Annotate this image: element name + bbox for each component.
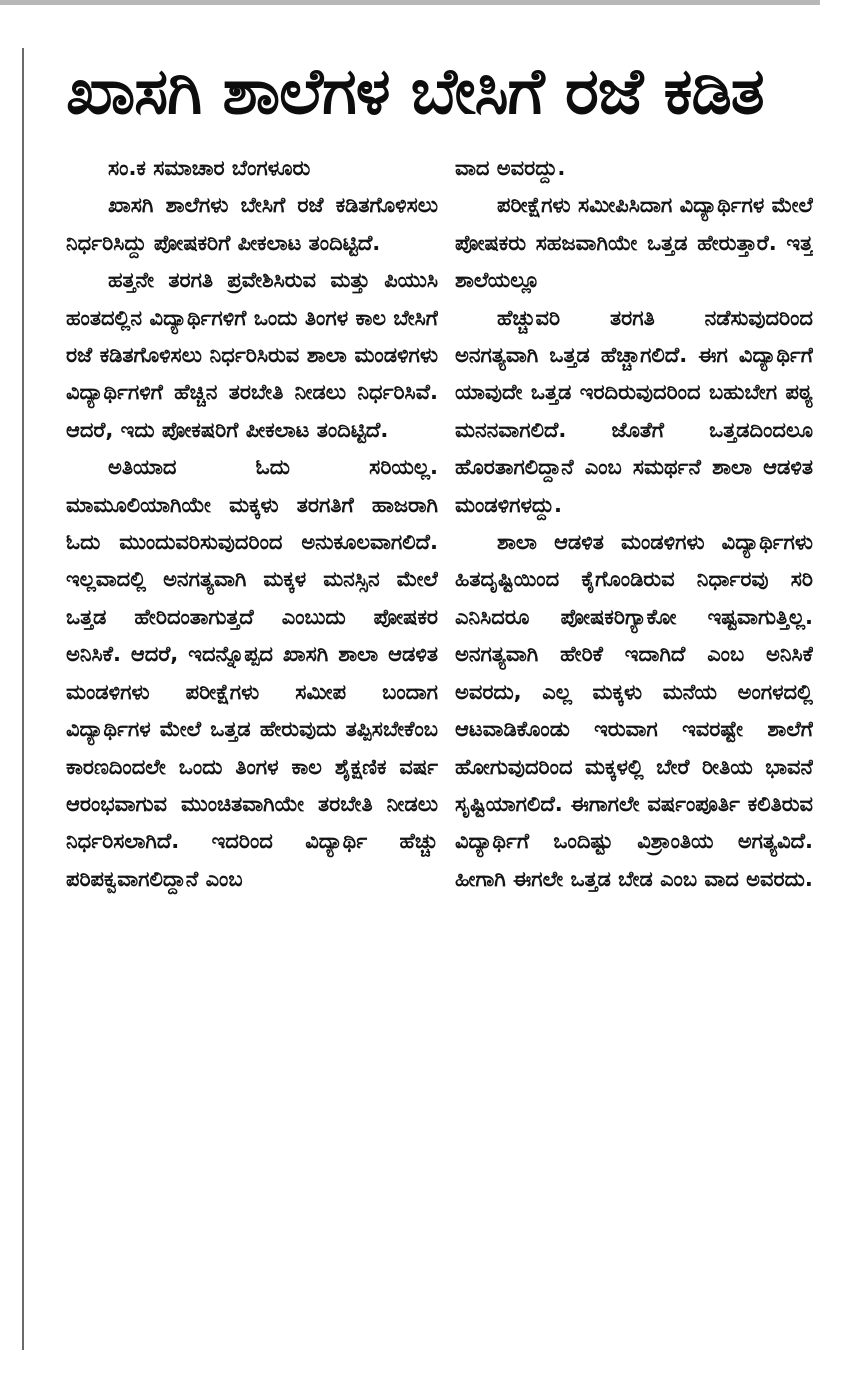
article-column-2 [455, 150, 813, 1350]
article-paragraph: ಅತಿಯಾದ ಓದು ಸರಿಯಲ್ಲ. ಮಾಮೂಲಿಯಾಗಿಯೇ ಮಕ್ಕಳು ತರಗತಿಗೆ ಹಾಜರಾಗಿ ಓದು ಮುಂದುವರಿಸುವುದರಿಂದ ಅನುಕೂಲವಾಗಲಿದೆ. ಇಲ್ಲವಾದಲ್ಲಿ ಅನಗತ್ಯವಾಗಿ ಮಕ್ಕಳ ಮನಸ್ಸಿನ ಮೇಲೆ ಒತ್ತಡ ಹೇರಿದಂತಾಗುತ್ತದೆ ಎಂಬುದು ಪೋಷಕರ ಅನಿಸಿಕೆ. ಆದರೆ, ಇದನ್ನೊಪ್ಪದ ಖಾಸಗಿ ಶಾಲಾ ಆಡಳಿತ ಮಂಡಳಿಗಳು ಪರೀಕ್ಷೆಗಳು ಸಮೀಪ ಬಂದಾಗ ವಿದ್ಯಾರ್ಥಿಗಳ ಮೇಲೆ ಒತ್ತಡ ಹೇರುವುದು ತಪ್ಪಿಸಬೇಕೆಂಬ ಕಾರಣದಿಂದಲೇ ಒಂದು ತಿಂಗಳ ಕಾಲ ಶೈಕ್ಷಣಿಕ ವರ್ಷ ಆರಂಭವಾಗುವ ಮುಂಚಿತವಾಗಿಯೇ ತರಬೇತಿ ನೀಡಲು ನಿರ್ಧರಿಸಲಾಗಿದೆ. ಇದರಿಂದ ವಿದ್ಯಾರ್ಥಿ ಹೆಚ್ಚು ಪರಿಪಕ್ವವಾಗಲಿದ್ದಾನೆ ಎಂಬ [66, 455, 438, 891]
article-paragraph: ಪರೀಕ್ಷೆಗಳು ಸಮೀಪಿಸಿದಾಗ ವಿದ್ಯಾರ್ಥಿಗಳ ಮೇಲೆ ಪೋಷಕರು ಸಹಜವಾಗಿಯೇ ಒತ್ತಡ ಹೇರುತ್ತಾರೆ. ಇತ್ತ ಶಾಲೆಯಲ್ಲೂ [455, 193, 813, 293]
article-paragraph: ಶಾಲಾ ಆಡಳಿತ ಮಂಡಳಿಗಳು ವಿದ್ಯಾರ್ಥಿಗಳು ಹಿತದೃಷ್ಟಿಯಿಂದ ಕೈಗೊಂಡಿರುವ ನಿರ್ಧಾರವು ಸರಿ ಎನಿಸಿದರೂ ಪೋಷಕರಿಗ್ಯಾಕೋ ಇಷ್ಟವಾಗುತ್ತಿಲ್ಲ. ಅನಗತ್ಯವಾಗಿ ಹೇರಿಕೆ ಇದಾಗಿದೆ ಎಂಬ ಅನಿಸಿಕೆ ಅವರದು, ಎಲ್ಲ ಮಕ್ಕಳು ಮನೆಯ ಅಂಗಳದಲ್ಲಿ ಆಟವಾಡಿಕೊಂಡು ಇರುವಾಗ ಇವರಷ್ಟೇ ಶಾಲೆಗೆ ಹೋಗುವುದರಿಂದ ಮಕ್ಕಳಲ್ಲಿ ಬೇರೆ ರೀತಿಯ ಭಾವನೆ ಸೃಷ್ಟಿಯಾಗಲಿದೆ. ಈಗಾಗಲೇ ವರ್ಷಂಪೂರ್ತಿ ಕಲಿತಿರುವ ವಿದ್ಯಾರ್ಥಿಗೆ ಒಂದಿಷ್ಟು ವಿಶ್ರಾಂತಿಯ ಅಗತ್ಯವಿದೆ. ಹೀಗಾಗಿ ಈಗಲೇ ಒತ್ತಡ ಬೇಡ ಎಂಬ ವಾದ ಅವರದು. [455, 530, 813, 891]
article-headline: ಖಾಸಗಿ ಶಾಲೆಗಳ ಬೇಸಿಗೆ ರಜೆ ಕಡಿತ [66, 55, 764, 129]
article-paragraph: ಹೆಚ್ಚುವರಿ ತರಗತಿ ನಡೆಸುವುದರಿಂದ ಅನಗತ್ಯವಾಗಿ ಒತ್ತಡ ಹೆಚ್ಚಾಗಲಿದೆ. ಈಗ ವಿದ್ಯಾರ್ಥಿಗೆ ಯಾವುದೇ ಒತ್ತಡ ಇರದಿರುವುದರಿಂದ ಬಹುಬೇಗ ಪಠ್ಯ ಮನನವಾಗಲಿದೆ. ಜೊತೆಗೆ ಒತ್ತಡದಿಂದಲೂ ಹೊರತಾಗಲಿದ್ದಾನೆ ಎಂಬ ಸಮರ್ಥನೆ ಶಾಲಾ ಆಡಳಿತ ಮಂಡಳಿಗಳದ್ದು. [455, 305, 813, 517]
article-paragraph: ಖಾಸಗಿ ಶಾಲೆಗಳು ಬೇಸಿಗೆ ರಜೆ ಕಡಿತಗೊಳಿಸಲು ನಿರ್ಧರಿಸಿದ್ದು ಪೋಷಕರಿಗೆ ಪೀಕಲಾಟ ತಂದಿಟ್ಟಿದೆ. [66, 193, 438, 255]
article-paragraph: ಹತ್ತನೇ ತರಗತಿ ಪ್ರವೇಶಿಸಿರುವ ಮತ್ತು ಪಿಯುಸಿ ಹಂತದಲ್ಲಿನ ವಿದ್ಯಾರ್ಥಿಗಳಿಗೆ ಒಂದು ತಿಂಗಳ ಕಾಲ ಬೇಸಿಗೆ ರಜೆ ಕಡಿತಗೊಳಿಸಲು ನಿರ್ಧರಿಸಿರುವ ಶಾಲಾ ಮಂಡಳಿಗಳು ವಿದ್ಯಾರ್ಥಿಗಳಿಗೆ ಹೆಚ್ಚಿನ ತರಬೇತಿ ನೀಡಲು ನಿರ್ಧರಿಸಿವೆ. ಆದರೆ, ಇದು ಪೋಕಷರಿಗೆ ಪೀಕಲಾಟ ತಂದಿಟ್ಟಿದೆ. [66, 268, 438, 442]
article-paragraph-continued: ವಾದ ಅವರದ್ದು. [455, 156, 566, 180]
left-column-rule [22, 48, 24, 1350]
article-column-1 [66, 150, 438, 1350]
article-dateline: ಸಂ.ಕ ಸಮಾಚಾರ ಬೆಂಗಳೂರು [108, 156, 311, 180]
top-border-rule [0, 0, 820, 5]
